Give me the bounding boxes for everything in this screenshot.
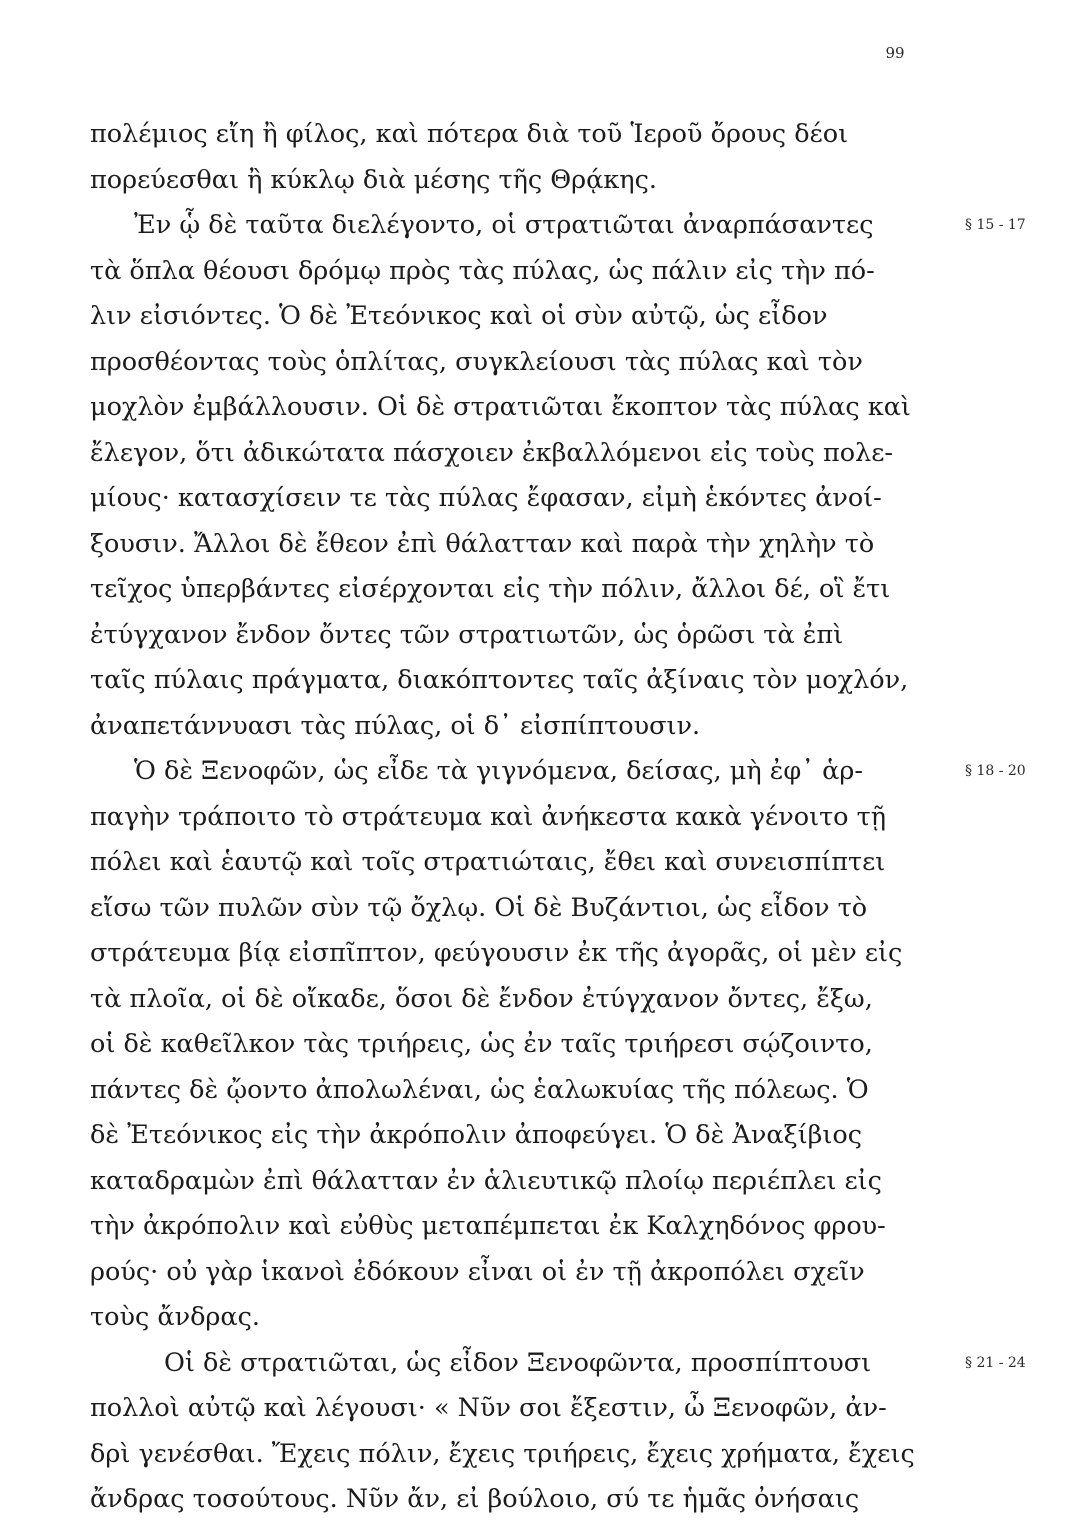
text-line-29 [90, 1386, 950, 1432]
line-text: τὰ ὅπλα θέουσι δρόμῳ πρὸς τὰς πύλας, ὡς πάλιν εἰς τὴν πό- [90, 255, 875, 286]
line-text: ἀναπετάννυασι τὰς πύλας, οἱ δ᾽ εἰσπίπτουσιν. [90, 710, 701, 741]
line-text: Ὁ δὲ Ξενοφῶν, ὡς εἶδε τὰ γιγνόμενα, δείσας, μὴ ἐφ᾽ ἁρ- [134, 756, 863, 786]
text-line-11 [90, 567, 950, 613]
text-line-26 [90, 1250, 950, 1296]
line-text: ἔλεγον, ὅτι ἀδικώτατα πάσχοιεν ἐκβαλλόμενοι εἰς τοὺς πολε- [90, 437, 894, 468]
line-text: πόλει καὶ ἑαυτῷ καὶ τοῖς στρατιώταις, ἔθει καὶ συνεισπίπτει [90, 847, 886, 877]
text-line-18 [90, 886, 950, 932]
line-text: πορεύεσθαι ἢ κύκλῳ διὰ μέσης τῆς Θρᾴκης. [90, 164, 657, 195]
page-number: 99 [885, 44, 905, 62]
line-text: ταῖς πύλαις πράγματα, διακόπτοντες ταῖς ἀξίναις τὸν μοχλόν, [90, 665, 909, 695]
line-text: τὴν ἀκρόπολιν καὶ εὐθὺς μεταπέμπεται ἐκ Καλχηδόνος φρου- [90, 1211, 886, 1241]
line-text: ξουσιν. Ἄλλοι δὲ ἔθεον ἐπὶ θάλατταν καὶ παρὰ τὴν χηλὴν τὸ [90, 528, 875, 559]
line-text: τὰ πλοῖα, οἱ δὲ οἴκαδε, ὅσοι δὲ ἔνδον ἐτύγχανον ὄντες, ἔξω, [90, 983, 873, 1014]
line-text: οἱ δὲ καθεῖλκον τὰς τριήρεις, ὡς ἐν ταῖς τριήρεσι σῴζοιντο, [90, 1029, 873, 1059]
text-line-1 [90, 112, 950, 158]
line-text: ἄνδρας τοσούτους. Νῦν ἄν, εἰ βούλοιο, σύ τε ἡμᾶς ὀνήσαις [90, 1484, 860, 1514]
line-text: ἐτύγχανον ἔνδον ὄντες τῶν στρατιωτῶν, ὡς ὁρῶσι τὰ ἐπὶ [90, 619, 844, 650]
line-text: τοὺς ἄνδρας. [90, 1302, 261, 1332]
text-line-9 [90, 476, 950, 522]
line-text: πολέμιος εἴη ἢ φίλος, καὶ πότερα διὰ τοῦ Ἱεροῦ ὄρους δέοι [90, 119, 849, 149]
line-text: δὲ Ἐτεόνικος εἰς τὴν ἀκρόπολιν ἀποφεύγει. Ὁ δὲ Ἀναξίβιος [90, 1120, 862, 1150]
line-text: Οἱ δὲ στρατιῶται, ὡς εἶδον Ξενοφῶντα, προσπίπτουσι [164, 1347, 872, 1378]
text-line-8 [90, 431, 950, 477]
text-line-4 [90, 249, 950, 295]
text-line-27 [90, 1295, 950, 1341]
line-text: καταδραμὼν ἐπὶ θάλατταν ἐν ἁλιευτικῷ πλοίῳ περιέπλει εἰς [90, 1165, 882, 1196]
text-line-3 [90, 203, 1026, 249]
text-line-25 [90, 1204, 950, 1250]
text-line-13 [90, 658, 950, 704]
text-line-16 [90, 795, 950, 841]
line-text: τεῖχος ὑπερβάντες εἰσέρχονται εἰς τὴν πόλιν, ἄλλοι δέ, οἳ ἔτι [90, 574, 891, 604]
section-reference: § 15 - 17 [965, 217, 1026, 233]
section-reference: § 18 - 20 [965, 763, 1026, 779]
line-text: ρούς· οὐ γὰρ ἱκανοὶ ἐδόκουν εἶναι οἱ ἐν τῇ ἀκροπόλει σχεῖν [90, 1256, 865, 1287]
line-text: δρὶ γενέσθαι. Ἔχεις πόλιν, ἔχεις τριήρεις, ἔχεις χρήματα, ἔχεις [90, 1438, 915, 1469]
line-text: παγὴν τράποιτο τὸ στράτευμα καὶ ἀνήκεστα κακὰ γένοιτο τῇ [90, 801, 887, 832]
line-text: εἴσω τῶν πυλῶν σὺν τῷ ὄχλῳ. Οἱ δὲ Βυζάντιοι, ὡς εἶδον τὸ [90, 892, 868, 923]
line-text: προσθέοντας τοὺς ὁπλίτας, συγκλείουσι τὰς πύλας καὶ τὸν [90, 346, 863, 377]
text-line-10 [90, 522, 950, 568]
line-text: πάντες δὲ ᾤοντο ἀπολωλέναι, ὡς ἑαλωκυίας τῆς πόλεως. Ὁ [90, 1074, 869, 1105]
greek-text-body [90, 112, 1026, 1523]
text-line-22 [90, 1068, 950, 1114]
line-text: πολλοὶ αὐτῷ καὶ λέγουσι· « Νῦν σοι ἔξεστιν, ὦ Ξενοφῶν, ἀν- [90, 1393, 887, 1423]
line-text: στράτευμα βίᾳ εἰσπῖπτον, φεύγουσιν ἐκ τῆς ἀγορᾶς, οἱ μὲν εἰς [90, 938, 903, 968]
text-line-28 [90, 1341, 1026, 1387]
section-reference: § 21 - 24 [965, 1354, 1026, 1371]
text-line-5 [90, 294, 950, 340]
text-line-19 [90, 931, 950, 977]
text-line-6 [90, 340, 950, 386]
text-line-20 [90, 977, 950, 1023]
text-line-7 [90, 385, 950, 431]
text-line-15 [90, 749, 1026, 795]
line-text: μοχλὸν ἐμβάλλουσιν. Οἱ δὲ στρατιῶται ἔκοπτον τὰς πύλας καὶ [90, 392, 911, 422]
text-line-2 [90, 158, 950, 204]
text-line-30 [90, 1432, 950, 1478]
line-text: Ἐν ᾧ δὲ ταῦτα διελέγοντο, οἱ στρατιῶται ἀναρπάσαντες [134, 210, 874, 240]
line-text: λιν εἰσιόντες. Ὁ δὲ Ἐτεόνικος καὶ οἱ σὺν αὐτῷ, ὡς εἶδον [90, 301, 828, 331]
text-line-12 [90, 613, 950, 659]
text-line-24 [90, 1159, 950, 1205]
text-line-21 [90, 1022, 950, 1068]
line-text: μίους· κατασχίσειν τε τὰς πύλας ἔφασαν, εἰμὴ ἑκόντες ἀνοί- [90, 483, 882, 513]
text-line-17 [90, 840, 950, 886]
text-line-23 [90, 1113, 950, 1159]
text-line-14 [90, 704, 950, 750]
